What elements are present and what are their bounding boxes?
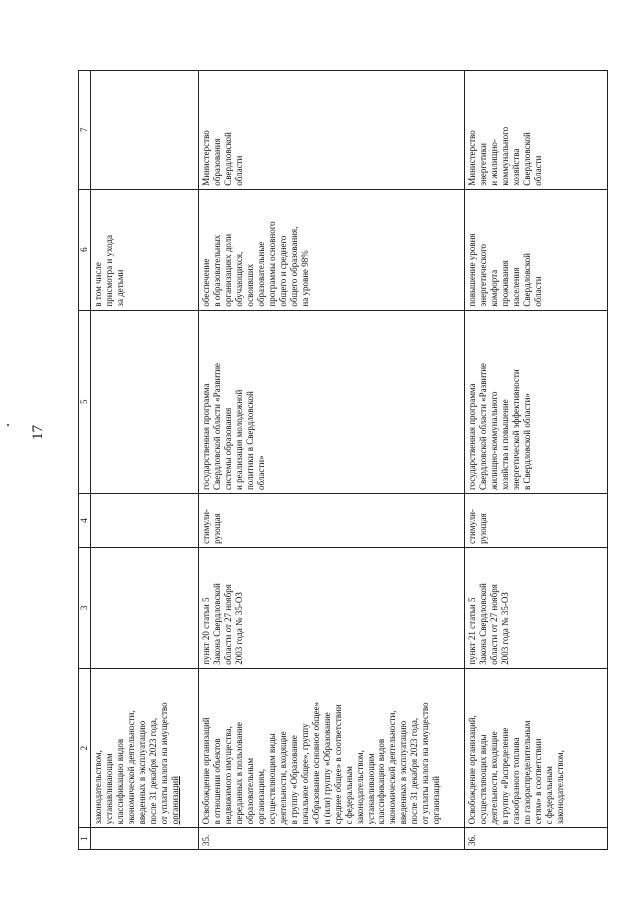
state-program: государственная программа Свердловской области «Развитие системы образования и реализация молодежной политики в Свердловской области» (198, 310, 464, 493)
benefit-description (90, 668, 198, 828)
curator (90, 71, 198, 190)
target-indicator: в том числе присмотра и ухода за детьми (90, 189, 198, 310)
column-header: 1 (79, 828, 91, 850)
row-number (90, 828, 198, 850)
column-header: 4 (79, 493, 91, 547)
benefit-description: Освобождение организаций в отношении объектов недвижимого имущества, переданных в пользование образовательным организациям, осуществляющим виды деятельности, входящие в группу «Образование начальное общее», группу «Образование основное общее» и (или) группу «Образование среднее общее» в соответствии с федеральным законодательством, устанавливающим классификацию видов экономической деятельности, введенных в эксплуатацию после 31 декабря 2023 года, от уплаты налога на имущество организаций (198, 668, 464, 828)
column-header: 3 (79, 547, 91, 668)
column-number-row (79, 71, 91, 850)
tax-benefits-table (78, 70, 608, 850)
benefit-type: стимули- рующая (464, 493, 607, 547)
benefit-type (90, 493, 198, 547)
row-number: 35. (198, 828, 464, 850)
rotated-table-wrapper (78, 70, 608, 850)
legal-basis: пункт 21 статьи 5 Закона Свердловской области от 27 ноября 2003 года № 35-ОЗ (464, 547, 607, 668)
target-indicator: обеспечение в образовательных организациях доли обучающихся, освоивших образовательные программы основного общего и среднего общего образования, на уровне 98% (198, 189, 464, 310)
benefit-type: стимули- рующая (198, 493, 464, 547)
table-row (198, 71, 464, 850)
state-program: государственная программа Свердловской области «Развитие жилищно-коммунального хозяйства и повышение энергетической эффективности в Свердловской области» (464, 310, 607, 493)
curator: Министерство образования Свердловской области (198, 71, 464, 190)
benefit-description-text: законодательством, устанавливающим классификацию видов экономической деятельности, введенных в эксплуатацию после 31 декабря 2023 года, от уплаты налога на имущество (92, 702, 169, 825)
table-row (90, 71, 198, 850)
column-header: 7 (79, 71, 91, 190)
column-header: 6 (79, 189, 91, 310)
legal-basis (90, 547, 198, 668)
column-header: 2 (79, 668, 91, 828)
scan-artifact (7, 424, 9, 426)
table-row (464, 71, 607, 850)
legal-basis: пункт 20 статьи 5 Закона Свердловской области от 27 ноября 2003 года № 35-ОЗ (198, 547, 464, 668)
state-program (90, 310, 198, 493)
target-indicator: повышение уровня энергетического комфорта проживания населения Свердловской области (464, 189, 607, 310)
page-number: 17 (30, 425, 46, 440)
benefit-description-tail: организаций (169, 776, 180, 825)
row-number: 36. (464, 828, 607, 850)
column-header: 5 (79, 310, 91, 493)
curator: Министерство энергетики и жилищно- коммунального хозяйства Свердловской области (464, 71, 607, 190)
benefit-description: Освобождение организаций, осуществляющих виды деятельности, входящие в группу «Распределение газообразного топлива по газораспределительным сетям» в соответствии с федеральным законодательством, (464, 668, 607, 828)
